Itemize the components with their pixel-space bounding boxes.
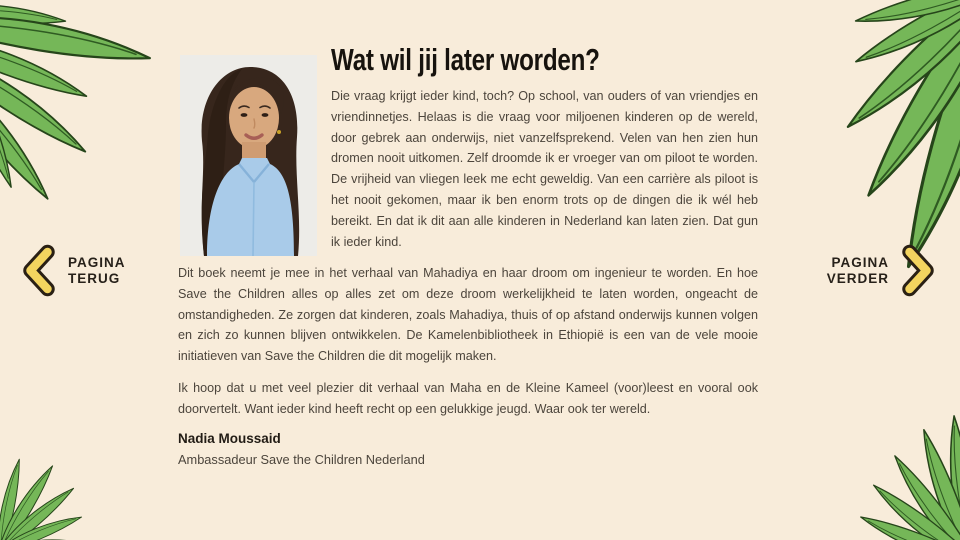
palm-frond-bottom-right	[857, 415, 960, 540]
chevron-right-icon	[900, 244, 937, 297]
page-title: Wat wil jij later worden?	[331, 42, 600, 77]
page-back-label	[68, 255, 126, 286]
page-back-button[interactable]	[20, 244, 126, 297]
page-back-label-line1: PAGINA	[68, 254, 126, 270]
palm-frond-top-left	[0, 1, 153, 205]
author-photo	[180, 55, 317, 256]
closing-paragraph: Ik hoop dat u met veel plezier dit verhaal van Maha en de Kleine Kameel (voor)leest en vooral ook doorvertelt. Want ieder kind heeft recht op een gelukkige jeugd. Waar ook ter wereld.	[178, 381, 758, 416]
page-back-label-line2: TERUG	[68, 270, 121, 286]
book-paragraph: Dit boek neemt je mee in het verhaal van Mahadiya en haar droom om ingenieur te worden. En hoe Save the Children alles op alles zet om deze droom werkelijkheid te laten worden, ongeacht de omstandigheden. Ze zorgen dat kinderen, zoals Mahadiya, thuis of op afstand onderwijs kunnen volgen en zich zo kunnen blijven ontwikkelen. De Kamelenbibliotheek in Ethiopië is een van de vele mooie initiatieven van Save the Children die dit mogelijk maken.	[178, 266, 758, 364]
page-forward-label-line2: VERDER	[826, 270, 889, 286]
page-forward-button[interactable]	[827, 244, 937, 297]
page-forward-label-line1: PAGINA	[831, 254, 889, 270]
author-name: Nadia Moussaid	[178, 431, 281, 446]
chevron-left-icon	[20, 244, 57, 297]
author-role: Ambassadeur Save the Children Nederland	[178, 452, 425, 467]
page-forward-label	[827, 255, 889, 286]
portrait-illustration	[180, 55, 317, 256]
palm-frond-top-right	[840, 0, 960, 273]
palm-frond-bottom-left	[0, 458, 83, 540]
intro-paragraph: Die vraag krijgt ieder kind, toch? Op school, van ouders of van vriendjes en vriendinnetjes. Helaas is die vraag voor miljoenen kinderen op de wereld, door gebrek aan onderwijs, niet vanzelfsprekend. Velen van hen zien hun dromen nooit uitkomen. Zelf droomde ik er vroeger van om piloot te worden. De vrijheid van vliegen leek me echt geweldig. Van een carrière als piloot is het nooit gekomen, maar ik ben enorm trots op de dingen die ik wél heb bereikt. En dat ik dit aan alle kinderen in Nederland kan laten zien. Dat gun ik ieder kind.	[331, 89, 758, 249]
